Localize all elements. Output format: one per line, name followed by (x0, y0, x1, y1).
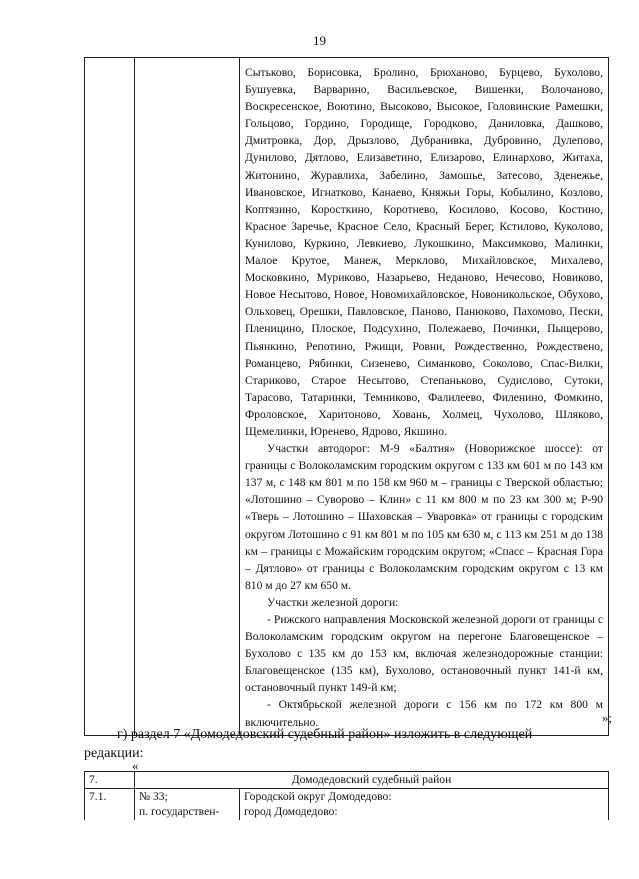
opening-quote: « (132, 758, 139, 773)
section-number-cell (85, 58, 135, 736)
table-row (85, 789, 609, 820)
railway-item-riga: - Рижского направления Московской железной дороги от границы с Волоколамским городским округом на перегоне Благовещенское – Бухолово с 135 км до 153 км, включая железнодорожные станции: Благовещенское (135 км), Бухолово, остановочный пункт 141-й км, остановочный пункт 149-й км; (245, 613, 603, 695)
railway-heading: Участки железной дороги: (267, 595, 399, 609)
instruction-line: г) раздел 7 «Домодедовский судебный район» изложить в следующей (117, 727, 533, 742)
territory-line: Городской округ Домодедово: (244, 790, 392, 804)
district-address: п. государствен- (139, 804, 220, 818)
section-title-cell: Домодедовский судебный район (135, 772, 609, 789)
table-row (85, 58, 609, 736)
territory-cell (240, 58, 609, 736)
district-number-cell (135, 789, 240, 820)
territory-line: город Домодедово: (244, 804, 338, 818)
territory-cell (240, 789, 609, 820)
instruction-line: редакции: (84, 746, 144, 761)
closing-quote: »; (601, 710, 612, 725)
amendment-instruction (84, 725, 614, 763)
court-districts-table (84, 57, 609, 736)
road-sections-paragraph: Участки автодорог: М-9 «Балтия» (Новорижское шоссе): от границы с Волоколамским городским округом с 133 км 601 м по 143 км 137 м, с 148 км 801 м по 158 км 960 м – границы с Тверской областью; «Лотошино – Суворово – Клин» с 11 км 800 м по 23 км 300 м; Р-90 «Тверь – Лотошино – Шаховская – Уваровка» от границы с городским округом Лотошино с 91 км 801 м по 105 км 630 м, с 113 км 251 м до 138 км – границы с Можайским городским округом; «Спасс – Красная Гора – Дятлово» от границы с Волоколамским городским округом с 13 км 810 м до 27 км 650 м. (245, 442, 603, 592)
subsection-number-cell: 7.1. (85, 789, 135, 820)
district-number-cell (135, 58, 240, 736)
railway-item-october: - Октябрьской железной дороги с 156 км по 172 км 800 м включительно. (245, 698, 603, 729)
page-number: 19 (313, 33, 326, 48)
section-number-cell: 7. (85, 772, 135, 789)
domodedovo-district-table (84, 771, 609, 820)
table-row (85, 772, 609, 789)
district-number: № 33; (139, 790, 168, 804)
settlements-list: Сытьково, Борисовка, Бролино, Брюханово, Бурцево, Бухолово, Бушуевка, Варварино, Васильевское, Вишенки, Волочаново, Воскресенское, Воютино, Высоково, Высокое, Головинские Рамешки, Гольцово, Гордино, Городище, Городково, Даниловка, Дашково, Дмитровка, Дор, Дрызлово, Дубранивка, Дубровино, Дулепово, Дунилово, Дятлово, Елизаветино, Елизарово, Елинархово, Житаха, Житонино, Журавлиха, Забелино, Замошье, Затесово, Зденежье, Ивановское, Игнатково, Канаево, Княжьи Горы, Кобылино, Козлово, Коптязино, Коросткино, Коротнево, Косилово, Косово, Костино, Красное Заречье, Красное Село, Красный Берег, Кстилово, Куколово, Кунилово, Куркино, Левкиево, Лукошкино, Максимково, Малинки, Малое Крутое, Манеж, Мерклово, Михайловское, Михалево, Московкино, Муриково, Назарьево, Неданово, Нечесово, Новиково, Новое Несытово, Новое, Новомихайловское, Новоникольское, Обухово, Ольховец, Орешки, Павловское, Паново, Панюково, Пахомово, Пески, Пленицино, Плоское, Подсухино, Полежаево, Починки, Пыщерово, Пьянкино, Репотино, Ржищи, Ровни, Рождественно, Рождествено, Романцево, Рябинки, Сизенево, Симанково, Соколово, Спас-Вилки, Стариково, Старое Несытово, Степаньково, Судислово, Сутоки, Тарасово, Татаринки, Темниково, Фалилеево, Филенино, Фомкино, Фроловское, Харитоново, Ховань, Холмец, Чухолово, Шляково, Щемелинки, Юренево, Ядрово, Якшино. (245, 66, 603, 438)
